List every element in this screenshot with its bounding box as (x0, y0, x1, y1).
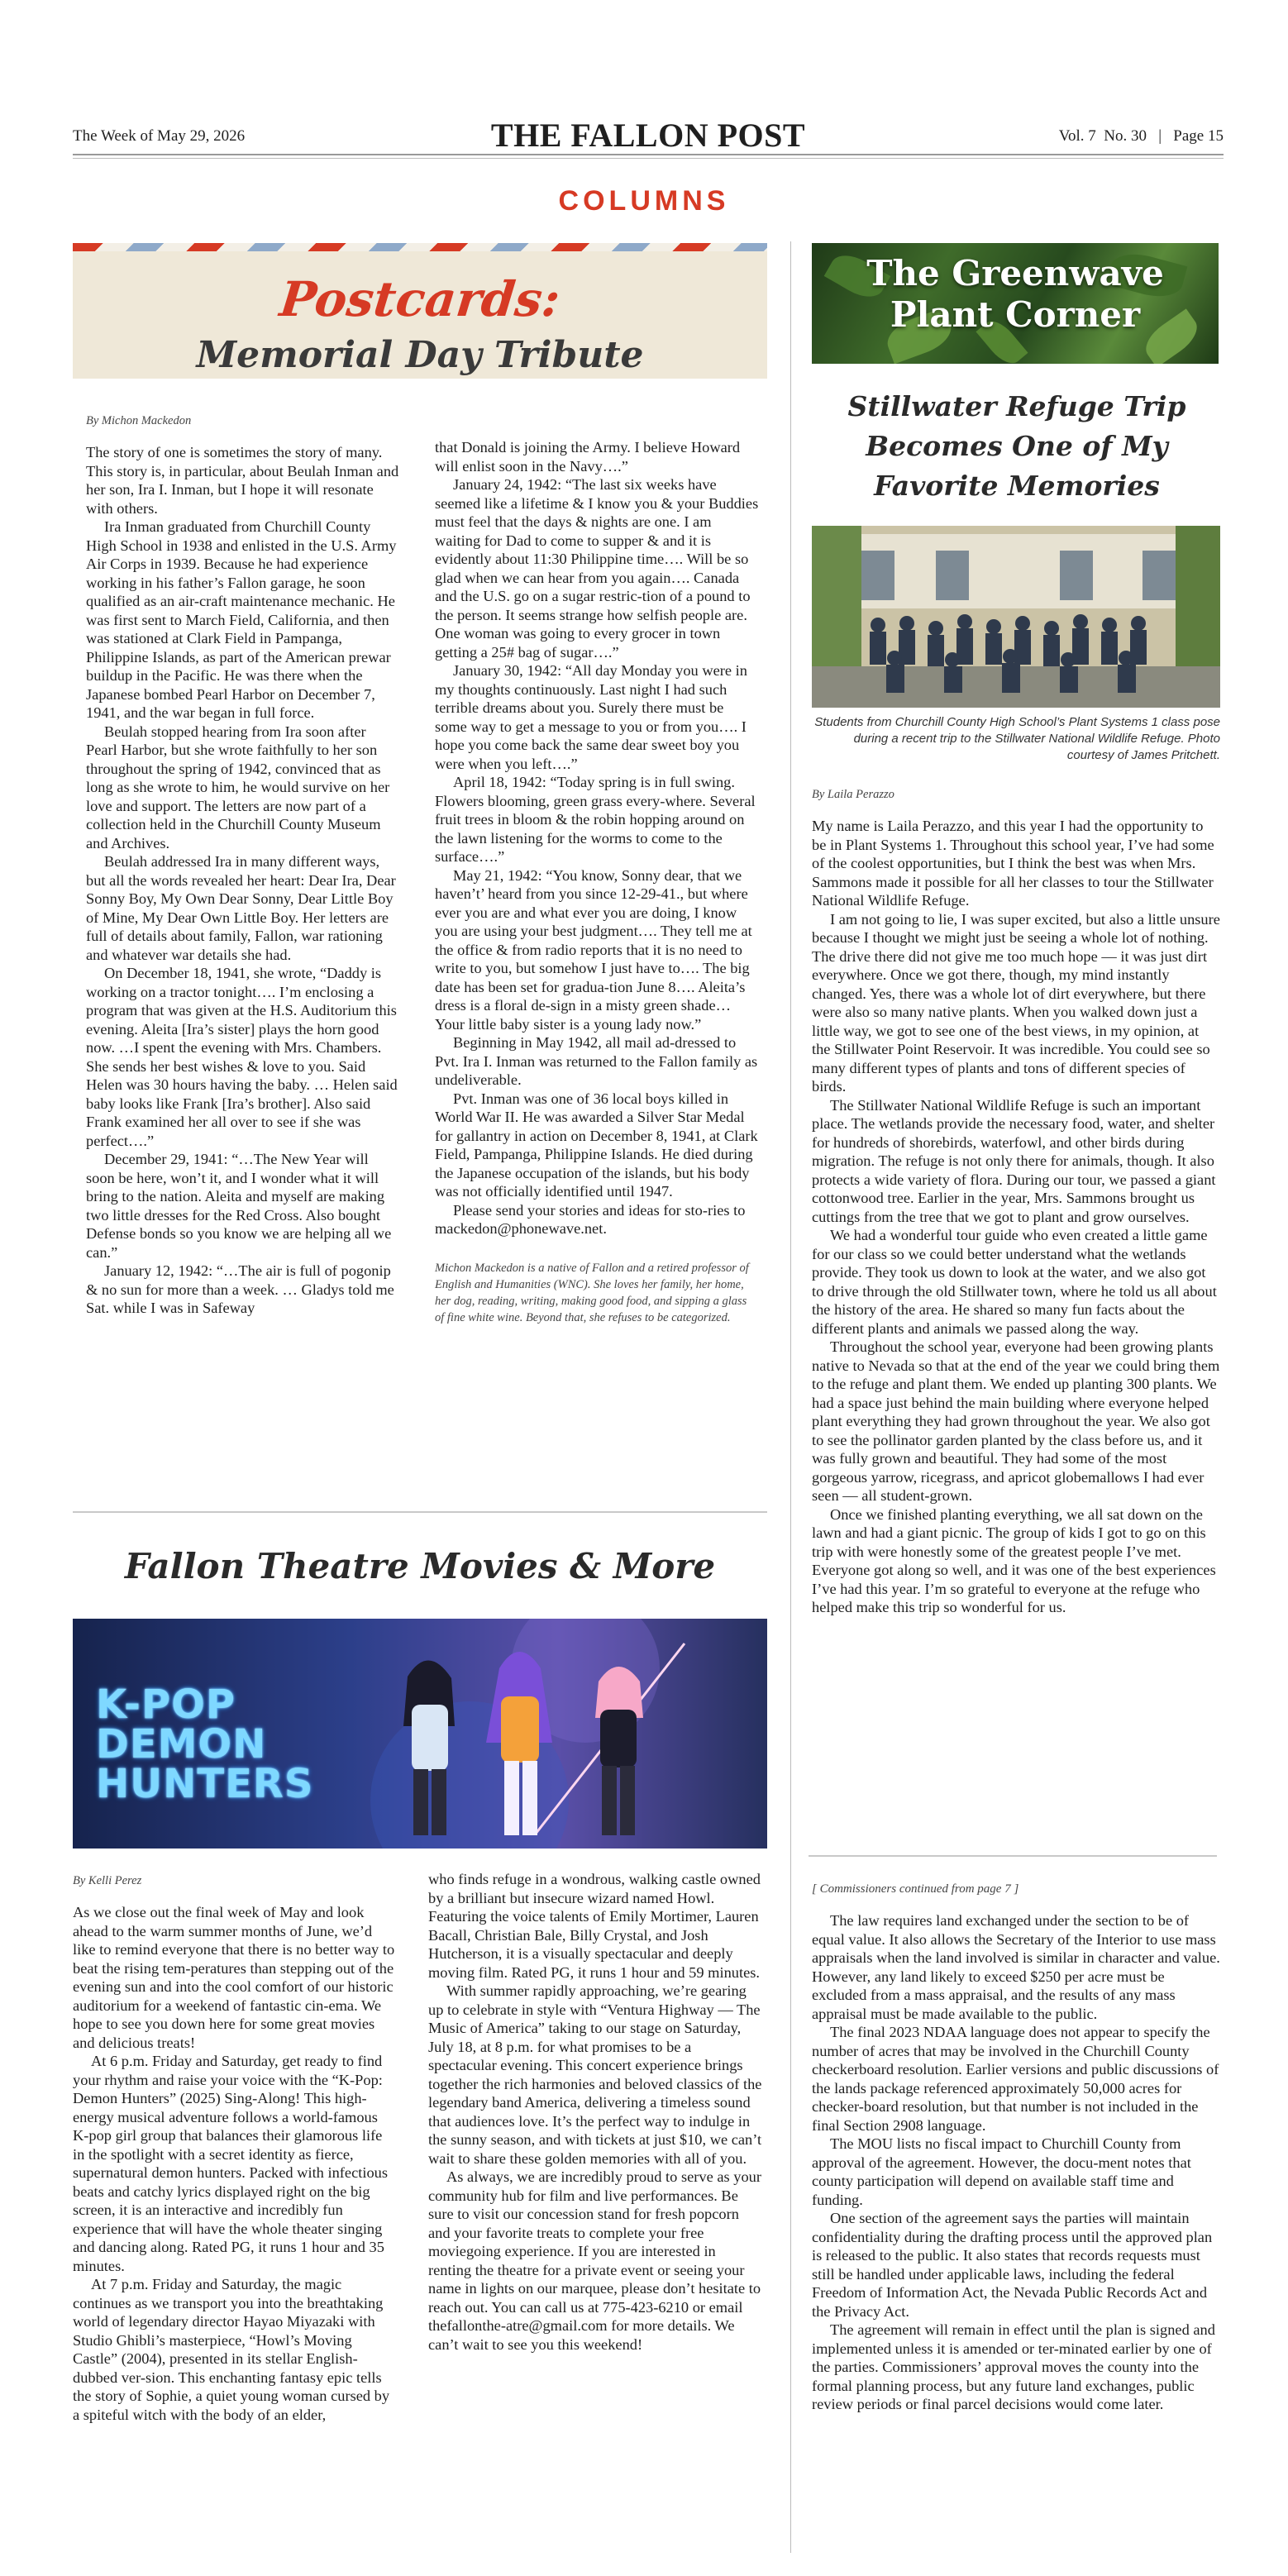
theatre-byline: By Kelli Perez (73, 1874, 142, 1887)
greenwave-title-line1: The Greenwave (866, 253, 1164, 293)
greenwave-byline: By Laila Perazzo (812, 788, 894, 801)
theatre-column-2 (428, 1870, 762, 2354)
paragraph: that Donald is joining the Army. I believe Howard will enlist soon in the Navy….” (435, 439, 741, 475)
story-divider-right (809, 1855, 1217, 1857)
paragraph: January 12, 1942: “…The air is full of pogonip & no sun for more than a week. … Gladys told me Sat. while I was in Safeway (86, 1262, 394, 1316)
masthead-title: THE FALLON POST (490, 117, 806, 154)
greenwave-headline: Stillwater Refuge Trip Becomes One of My Favorite Memories (847, 390, 1186, 502)
paragraph: We had a wonderful tour guide who even created a little game for our class so we could better understand what the wetlands provide. They took us down to look at the water, and we also got to drive through the old Stillwater town, where he told us all about the history of the area. He shared so many fun facts about the different plants and animals we passed along the way. (812, 1227, 1217, 1337)
paragraph: The story of one is sometimes the story of many. This story is, in particular, about Beulah Inman and her son, Ira I. Inman, but I hope it will resonate with others. (86, 444, 399, 517)
author-bio: Michon Mackedon is a native of Fallon and a retired professor of English and Humanities (WNC). She loves her family, her home, her dog, reading, writing, making good food, and sipping a glass of fine white wine. Beyond that, she refuses to be categorized. (435, 1261, 749, 1324)
theatre-headline: Fallon Theatre Movies & More (124, 1546, 716, 1586)
paragraph: The MOU lists no fiscal impact to Churchill County from approval of the agreement. However, the docu-ment notes that county participation will depend on available staff time and funding. (812, 2135, 1191, 2208)
paragraph: May 21, 1942: “You know, Sonny dear, that we haven’t’ heard from you since 12-29-41., but where ever you are and what ever you are doing, I know you are using your best judgment…. They tell me at the office & from radio reports that it is no need to write to you, but somehow I just have to…. The big date has been set for gradua-tion June 8…. Aleita’s dress is a floral de-sign in a misty green shade… Your little baby sister is a young lady now.” (435, 866, 752, 1033)
photo-caption: Students from Churchill County High School’s Plant Systems 1 class pose during a recent trip to the Stillwater National Wildlife Refuge. Photo courtesy of James Pritchett. (814, 715, 1220, 762)
paragraph: Once we finished planting everything, we all sat down on the lawn and had a giant picnic. The group of kids I got to go on this trip with were honestly some of the greatest people I’ve met. Everyone got along so well, and it was one of the best experiences I’ve had this year. I’m so grateful to everyone at the refuge who helped make this trip so wonderful for us. (812, 1505, 1216, 1615)
paragraph: One section of the agreement says the parties will maintain confidentiality during the drafting process until the approved plan is released to the public. It also states that records requests must still be handled under applicable laws, including the federal Freedom of Information Act, the Nevada Public Records Act and the Privacy Act. (812, 2210, 1213, 2320)
paragraph: The law requires land exchanged under the section to be of equal value. It also allows the Secretary of the Interior to use mass appraisals when the land involved is similar in character and value. However, any land likely to exceed $250 per acre must be excluded from a mass appraisal, and the results of any mass appraisal must be made available to the public. (812, 1912, 1220, 2022)
paragraph: As we close out the final week of May and look ahead to the warm summer months of June, we’d like to remind everyone that there is no better way to beat the rising tem-peratures than stepping out of the evening sun and into the cool comfort of our historic auditorium for a weekend of fantastic cin-ema. We hope to see you down here for some great movies and delicious treats! (73, 1904, 395, 2051)
header-rule (73, 154, 1224, 155)
kpop-demon-hunters-image (73, 1619, 767, 1849)
paragraph: Please send your stories and ideas for sto-ries to mackedon@phonewave.net. (435, 1201, 746, 1237)
paragraph: As always, we are incredibly proud to serve as your community hub for film and live performances. Be sure to visit our concession stand for fresh popcorn and your favorite treats to complete your free moviegoing experience. If you are interested in renting the theatre for a private event or seeing your name in lights on our marquee, please don’t hesitate to reach out. You can call us at 775-423-6210 or email thefallonthe-atre@gmail.com for more details. We can’t wait to see you this weekend! (428, 2168, 761, 2353)
paragraph: The Stillwater National Wildlife Refuge is such an important place. The wetlands provide the necessary food, water, and shelter for hundreds of shorebirds, waterfowl, and other birds during migration. The refuge is not only there for animals, though. It also protects a wide variety of flora. During our tour, we passed a giant cottonwood tree. Earlier in the year, Mrs. Sammons brought us cuttings from the tree that we got to plant and grow ourselves. (812, 1096, 1216, 1225)
paragraph: At 6 p.m. Friday and Saturday, get ready to find your rhythm and raise your voice with the “K-Pop: Demon Hunters” (2025) Sing-Along! This high-energy musical adventure follows a world-famous K-pop girl group that balances their glamorous life in the spotlight with a secret identity as fierce, supernatural demon hunters. Packed with infectious beats and catchy lyrics displayed right on the big screen, it is an interactive and incredibly fun experience that will have the whole theater singing and dancing along. Rated PG, it runs 1 hour and 35 minutes. (73, 2053, 388, 2274)
postcards-column-1 (86, 413, 400, 1318)
header-rule-thin (73, 158, 1224, 159)
story-divider-left (73, 1511, 767, 1513)
paragraph: Beginning in May 1942, all mail ad-dressed to Pvt. Ira I. Inman was returned to the Fallon family as undeliverable. (435, 1034, 758, 1088)
airmail-stripe (73, 243, 767, 251)
greenwave-article (812, 787, 1220, 1617)
paragraph: Throughout the school year, everyone had been growing plants native to Nevada so that at the end of the year we could bring them to the refuge and plant them. We ended up planting 300 plants. We had a space just behind the main building where everyone helped plant everything they had grown throughout the year. We also got to see the pollinator garden planted by the class before us, and it was fully grown and beautiful. They had some of the most gorgeous yarrow, ricegrass, and apricot globemallows I had ever seen — all student-grown. (812, 1338, 1220, 1504)
section-label: COLUMNS (558, 185, 730, 217)
issue-date: The Week of May 29, 2026 (73, 127, 246, 145)
paragraph: who finds refuge in a wondrous, walking castle owned by a brilliant but insecure wizard named Howl. Featuring the voice talents of Emily Mortimer, Lauren Bacall, Christian Bale, Billy Crystal, and Josh Hutcherson, it is a visually spectacular and deeply moving film. Rated PG, it runs 1 hour and 59 minutes. (428, 1871, 761, 1981)
paragraph: Beulah stopped hearing from Ira soon after Pearl Harbor, but she wrote faithfully to her son throughout the spring of 1942, convinced that as long as she wrote to him, he would survive on her love and support. The letters are now part of a collection held in the Churchill County Museum and Archives. (86, 723, 390, 852)
paragraph: January 24, 1942: “The last six weeks have seemed like a lifetime & I know you & your Buddies must feel that the days & nights are one. I am waiting for Dad to come to supper & and it is evidently about 11:30 Philippine time…. Will be so glad when we can hear from you again…. Canada and the U.S. go on a sugar restric-tion of a pound to the person. It seems strange how selfish people are. One woman was going to every grocer in town getting a 25# bag of sugar….” (435, 476, 759, 661)
postcards-byline: By Michon Mackedon (86, 414, 192, 427)
paragraph: I am not going to lie, I was super excited, but also a little unsure because I thought we might just be seeing a whole lot of nothing. The drive there did not give me too much hope — it was just dirt everywhere. Once we got there, though, my mind instantly changed. Yes, there was a whole lot of dirt everywhere, but there were also so many native plants. When you walked down just a little way, we got to see one of the best views, in my opinion, at the Stillwater Point Reservoir. It was incredible. You could see so many different types of plants and tons of different species of birds. (812, 910, 1220, 1095)
kpop-title-art: K-POP DEMON HUNTERS (96, 1682, 314, 1807)
greenwave-banner-title (812, 253, 1219, 336)
paragraph: The agreement will remain in effect until the plan is signed and implemented unless it is amended or ter-minated earlier by one of the parties. Commissioners’ approval moves the county into the formal planning process, but any future land exchanges, public review periods or final parcel decisions would come later. (812, 2321, 1215, 2412)
postcards-column-2 (435, 438, 759, 1326)
paragraph: Pvt. Inman was one of 36 local boys killed in World War II. He was awarded a Silver Star Medal for gallantry in action on December 8, 1941, at Clark Field, Pampanga, Philippine Islands. He died during the Japanese occupation of the islands, but his body was not officially identified until 1947. (435, 1090, 758, 1200)
paragraph: Ira Inman graduated from Churchill County High School in 1938 and enlisted in the U.S. Army Air Corps in 1939. Because he had experience working in his father’s Fallon garage, he soon qualified as an air-craft maintenance mechanic. He was first sent to March Field, California, and then was stationed at Clark Field in Pampanga, Philippine Islands, as part of the American prewar buildup in the Pacific. He was there when the Japanese bombed Pearl Harbor on December 7, 1941, and the war began in full force. (86, 518, 397, 721)
paragraph: Beulah addressed Ira in many different ways, but all the words revealed her heart: Dear Ira, Dear Sonny Boy, My Own Dear Sonny, Dear Little Boy of Mine, My Dear Own Little Boy. Her letters are full of details about family, Fallon, war rationing and whatever war details she had. (86, 853, 396, 963)
greenwave-banner (812, 243, 1219, 364)
paragraph: December 29, 1941: “…The New Year will soon be here, won’t it, and I wonder what it will bring to the nation. Aleita and myself are making two little dresses for the Red Cross. Also bought Defense bonds so you know we are helping all we can.” (86, 1151, 392, 1261)
paragraph: The final 2023 NDAA language does not appear to specify the number of acres that may be involved in the Churchill County checkerboard resolution. Earlier versions and public discussions of the lands package referenced approximately 50,000 acres for checker-board resolution, but that number is not included in the final Section 2908 language. (812, 2024, 1219, 2134)
postcards-banner (73, 243, 767, 379)
paragraph: At 7 p.m. Friday and Saturday, the magic continues as we transport you into the breathtaking world of legendary director Hayao Miyazaki with Studio Ghibli’s masterpiece, “Howl’s Moving Castle” (2004), presented in its stellar English-dubbed ver-sion. This enchanting fantasy epic tells the story of Sophie, a quiet young woman cursed by a spiteful witch with the body of an elder, (73, 2276, 390, 2423)
paragraph: April 18, 1942: “Today spring is in full swing. Flowers blooming, green grass every-where. Several fruit trees in bloom & the robin hopping around on the lawn listening for the worms to come to the surface….” (435, 774, 756, 865)
postcards-title: Memorial Day Tribute (196, 334, 644, 376)
commissioners-continued (812, 1882, 1220, 2414)
theatre-column-1 (73, 1873, 397, 2424)
masthead-bar (73, 117, 1224, 157)
column-divider (790, 241, 791, 2553)
class-group-photo (812, 526, 1220, 708)
paragraph: With summer rapidly approaching, we’re gearing up to celebrate in style with “Ventura Highway — The Music of America” taking to our stage on Saturday, July 18, at 8 p.m. for what promises to be a spectacular evening. This concert experience brings together the rich harmonies and beloved classics of the legendary band America, delivering a timeless sound that audiences love. It’s the perfect way to indulge in the sunny season, and with tickets at just $10, we can’t wait to share these golden memories with all of you. (428, 1982, 762, 2167)
postcards-script-title: Postcards: (277, 271, 563, 327)
paragraph: On December 18, 1941, she wrote, “Daddy is working on a tractor tonight…. I’m enclosing a program that was given at the H.S. Auditorium this evening. Aleita [Ira’s sister] plays the horn good now. …I spent the evening with Mrs. Chambers. She sends her best wishes & love to you. Said Helen was 30 hours having the baby. … Helen said baby looks like Frank [Ira’s brother]. Also said Frank examined her all over to see if she was perfect….” (86, 965, 398, 1149)
continued-note: [ Commissioners continued from page 7 ] (812, 1882, 1019, 1896)
paragraph: January 30, 1942: “All day Monday you were in my thoughts continuously. Last night I had such terrible dreams about you. Surely there must be some way to get a message to you or from you…. I hope you come back the same dear sweet boy you were when you left….” (435, 662, 747, 772)
paragraph: My name is Laila Perazzo, and this year I had the opportunity to be in Plant Systems 1. Throughout this school year, I’ve had some of the coolest opportunities, but I think the best was when Mrs. Sammons made it possible for all her classes to tour the Stillwater National Wildlife Refuge. (812, 818, 1214, 909)
greenwave-title-line2: Plant Corner (890, 294, 1141, 335)
issue-info: Vol. 7 No. 30 | Page 15 (1058, 127, 1224, 145)
